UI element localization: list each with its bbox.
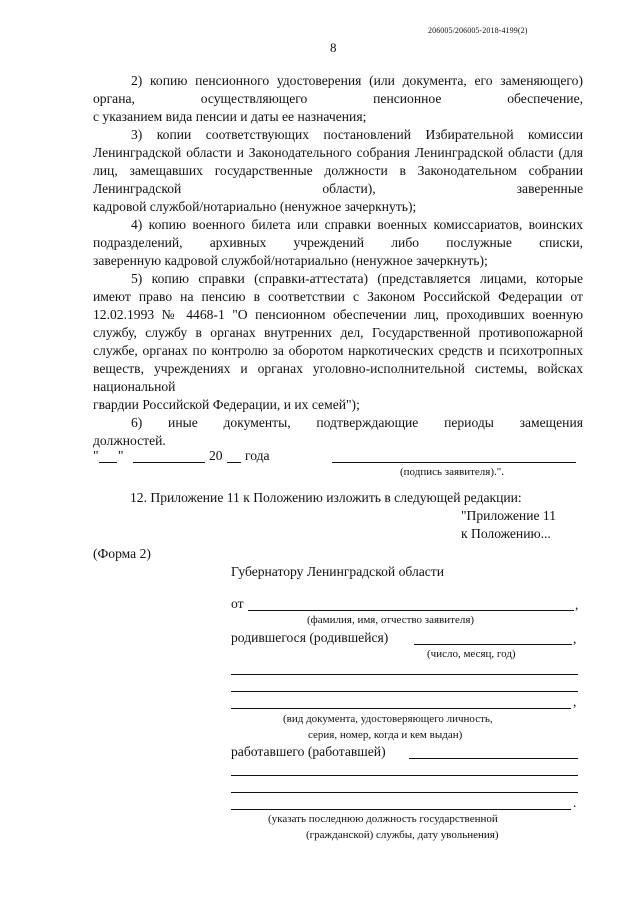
id-comma: , bbox=[573, 694, 577, 709]
born-label: родившегося (родившейся) bbox=[231, 630, 389, 645]
year-blank bbox=[227, 462, 241, 463]
id-document-line-3 bbox=[231, 708, 571, 709]
signature-blank bbox=[332, 462, 576, 463]
id-document-line-2 bbox=[231, 691, 578, 692]
document-number: 206005/206005-2018-4199(2) bbox=[428, 26, 528, 35]
addressee: Губернатору Ленинградской области bbox=[231, 564, 445, 579]
applicant-name-field bbox=[248, 610, 574, 611]
form-label: (Форма 2) bbox=[93, 546, 151, 561]
signature-caption: (подпись заявителя).". bbox=[400, 466, 505, 478]
item-12: 12. Приложение 11 к Положению изложить в следующей редакции: bbox=[130, 490, 522, 505]
list-item-3: 3) копии соответствующих постановлений Избирательной комиссии Ленинградской области и Законодательного собрания Ленинградской области (для лиц, замещавших государственные должности в Законодательном собрании Ленинградской области), заверенные bbox=[93, 127, 583, 196]
appendix-reference: к Положению... bbox=[461, 526, 551, 541]
position-period: . bbox=[573, 795, 577, 810]
year-prefix: 20 bbox=[209, 448, 223, 463]
born-comma: , bbox=[573, 631, 577, 646]
list-item-6-end: должностей. bbox=[93, 433, 166, 448]
position-caption-2: (гражданской) службы, дату увольнения) bbox=[306, 829, 499, 841]
last-position-line-2 bbox=[231, 775, 578, 776]
list-item-4: 4) копию военного билета или справки военных комиссариатов, воинских подразделений, архивных учреждений либо послужные списки, bbox=[93, 217, 583, 250]
position-caption-1: (указать последнюю должность государственной bbox=[268, 813, 498, 825]
applicant-name-caption: (фамилия, имя, отчество заявителя) bbox=[307, 614, 475, 626]
page-number: 8 bbox=[330, 40, 337, 55]
from-label: от bbox=[231, 596, 244, 611]
from-comma: , bbox=[575, 597, 579, 612]
id-document-caption-2: серия, номер, когда и кем выдан) bbox=[308, 729, 463, 741]
birth-date-field bbox=[414, 644, 572, 645]
appendix-heading: "Приложение 11 bbox=[461, 508, 556, 523]
worked-label: работавшего (работавшей) bbox=[231, 744, 386, 759]
list-item-5: 5) копию справки (справки-аттестата) (представляется лицами, которые имеют право на пенсию в соответствии с Законом Российской Федерации от 12.02.1993 № 4468-1 "О пенсионном обеспечении лиц, проходивших военную службу, службу в органах внутренних дел, Государственной противопожарной службе, органах по контролю за оборотом наркотических средств и психотропных веществ, учреждениях и органах уголовно-исполнительной системы, войсках национальной bbox=[93, 271, 583, 394]
birth-date-caption: (число, месяц, год) bbox=[427, 648, 516, 660]
last-position-line-4 bbox=[231, 809, 571, 810]
date-close-quote: " bbox=[118, 448, 124, 463]
list-item-4-end: заверенную кадровой службой/нотариально (ненужное зачеркнуть); bbox=[93, 253, 488, 268]
id-document-caption-1: (вид документа, удостоверяющего личность, bbox=[283, 713, 493, 725]
id-document-line-1 bbox=[231, 674, 578, 675]
list-item-2: 2) копию пенсионного удостоверения (или документа, его заменяющего) органа, осуществляющего пенсионное обеспечение, bbox=[93, 73, 583, 106]
list-item-6: 6) иные документы, подтверждающие периоды замещения bbox=[131, 415, 583, 430]
list-item-2-end: с указанием вида пенсии и даты ее назначения; bbox=[93, 109, 367, 124]
month-blank bbox=[133, 462, 205, 463]
document-list bbox=[93, 72, 583, 450]
list-item-5-end: гвардии Российской Федерации, и их семей"); bbox=[93, 397, 360, 412]
last-position-line-3 bbox=[231, 792, 578, 793]
day-blank bbox=[99, 462, 117, 463]
last-position-field bbox=[409, 758, 578, 759]
date-open-quote: " bbox=[93, 448, 99, 463]
list-item-3-end: кадровой службой/нотариально (ненужное зачеркнуть); bbox=[93, 199, 417, 214]
year-word: года bbox=[245, 448, 270, 463]
